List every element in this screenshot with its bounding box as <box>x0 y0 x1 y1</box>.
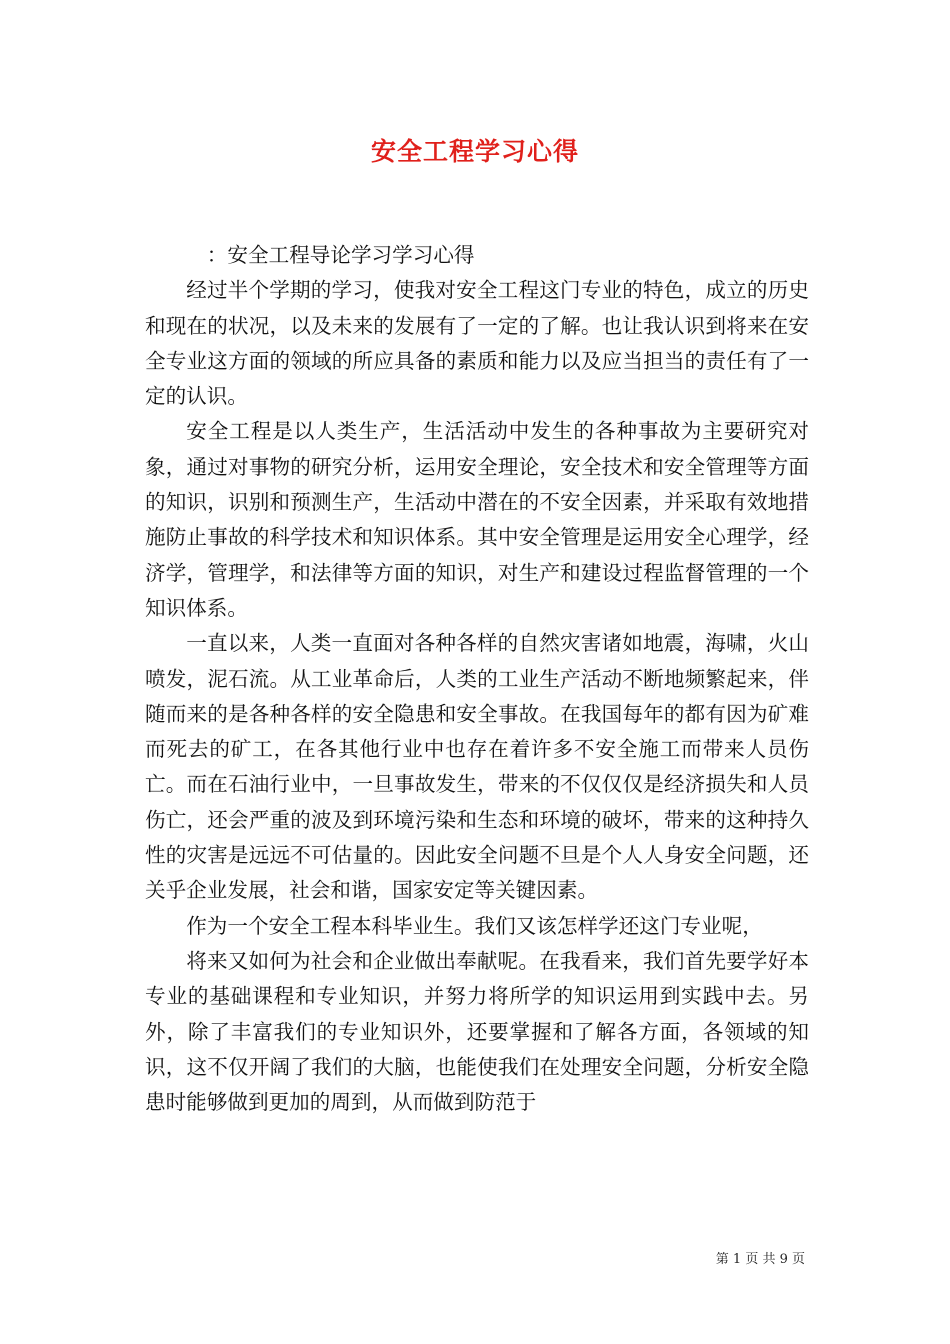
paragraph: 安全工程是以人类生产，生活活动中发生的各种事故为主要研究对象，通过对事物的研究分析，运用安全理论，安全技术和安全管理等方面的知识，识别和预测生产，生活动中潜在的不安全因素，并采取有效地措施防止事故的科学技术和知识体系。其中安全管理是运用安全心理学，经济学，管理学，和法律等方面的知识，对生产和建设过程监督管理的一个知识体系。 <box>145 419 809 620</box>
paragraph: 经过半个学期的学习，使我对安全工程这门专业的特色，成立的历史和现在的状况，以及未来的发展有了一定的了解。也让我认识到将来在安全专业这方面的领域的所应具备的素质和能力以及应当担当的责任有了一定的认识。 <box>145 278 809 409</box>
paragraph: 将来又如何为社会和企业做出奉献呢。在我看来，我们首先要学好本专业的基础课程和专业知识，并努力将所学的知识运用到实践中去。另外，除了丰富我们的专业知识外，还要掌握和了解各方面，各领域的知识，这不仅开阔了我们的大脑，也能使我们在处理安全问题，分析安全隐患时能够做到更加的周到，从而做到防范于 <box>145 948 809 1115</box>
document-body <box>145 238 809 1120</box>
document-title: 安全工程学习心得 <box>370 137 579 166</box>
paragraph: 一直以来，人类一直面对各种各样的自然灾害诸如地震，海啸，火山喷发，泥石流。从工业革命后，人类的工业生产活动不断地频繁起来，伴随而来的是各种各样的安全隐患和安全事故。在我国每年的都有因为矿难而死去的矿工，在各其他行业中也存在着许多不安全施工而带来人员伤亡。而在石油行业中，一旦事故发生，带来的不仅仅仅是经济损失和人员伤亡，还会严重的波及到环境污染和生态和环境的破坏，带来的这种持久性的灾害是远远不可估量的。因此安全问题不旦是个人人身安全问题，还关乎企业发展，社会和谐，国家安定等关键因素。 <box>145 631 809 903</box>
document-subtitle: ：安全工程导论学习学习心得 <box>206 243 475 267</box>
paragraph: 作为一个安全工程本科毕业生。我们又该怎样学还这门专业呢， <box>186 913 763 938</box>
page-number: 第 1 页 共 9 页 <box>715 1252 805 1267</box>
